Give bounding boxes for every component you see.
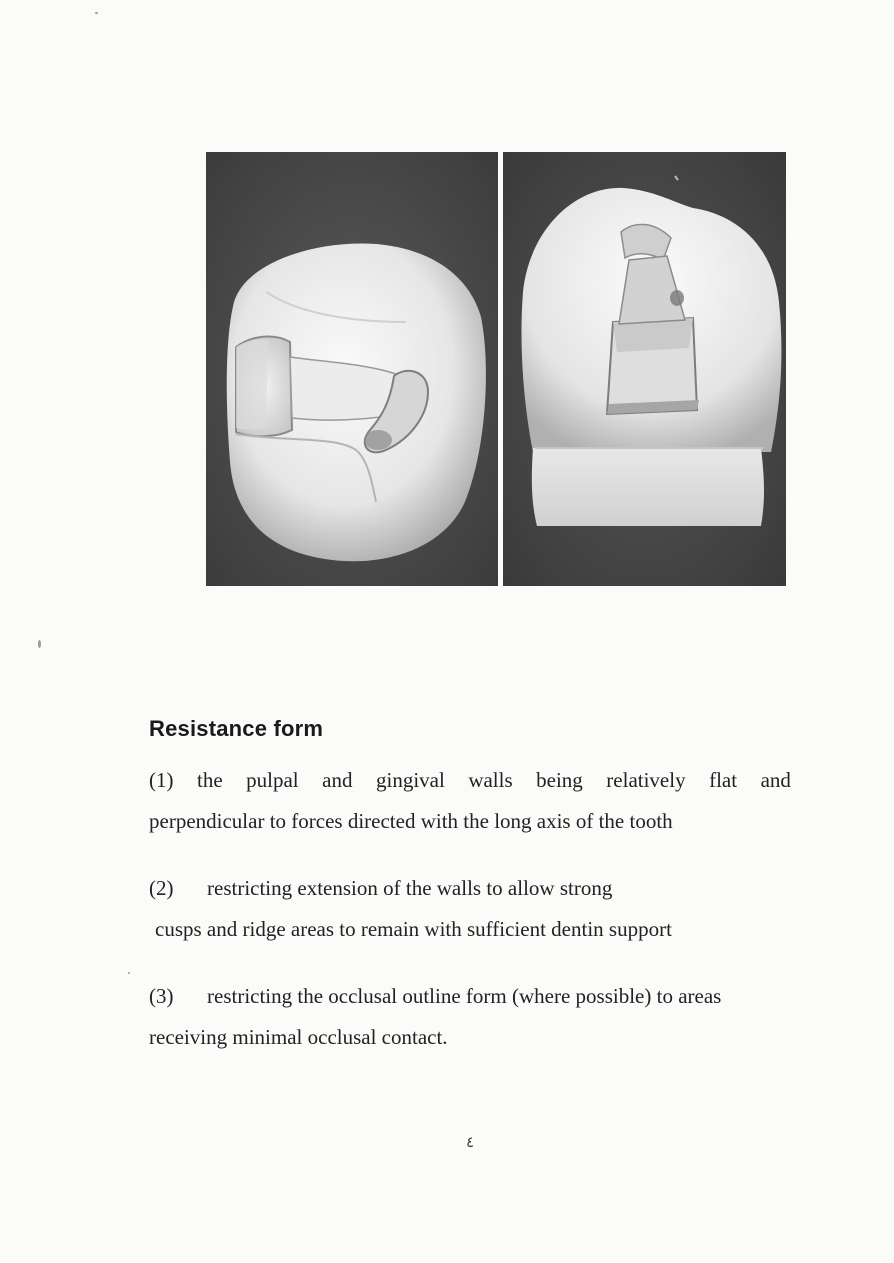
item-1-word: walls — [468, 768, 513, 792]
item-3-text-1: restricting the occlusal outline form (where possible) to areas — [207, 984, 722, 1008]
item-2-line-1 — [149, 868, 791, 909]
item-1-word: being — [536, 768, 583, 792]
item-1-line-2: perpendicular to forces directed with the long axis of the tooth — [149, 809, 673, 833]
item-1-line-1 — [149, 760, 791, 801]
item-1-word: relatively — [606, 768, 686, 792]
scan-speck — [128, 972, 130, 974]
item-1-number: (1) — [149, 768, 174, 792]
scan-speck — [95, 12, 98, 14]
item-2-line-2: cusps and ridge areas to remain with sufficient dentin support — [155, 917, 672, 941]
tooth-proximal-view-photo — [503, 152, 786, 586]
tooth-figure — [206, 152, 786, 586]
item-1-word: the — [197, 768, 223, 792]
item-3-line-1 — [149, 976, 791, 1017]
item-1-word: flat — [709, 768, 738, 792]
page-number: ٤ — [466, 1135, 475, 1151]
tooth-occlusal-view-photo — [206, 152, 498, 586]
item-1-word: and — [760, 768, 791, 792]
scan-speck — [38, 640, 41, 648]
item-2-text-1: restricting extension of the walls to allow strong — [207, 876, 613, 900]
item-1-word: and — [322, 768, 353, 792]
resistance-item-3 — [149, 976, 791, 1058]
resistance-item-1 — [149, 760, 791, 842]
item-1-word: pulpal — [246, 768, 299, 792]
item-3-number: (3) — [149, 984, 174, 1008]
section-heading: Resistance form — [149, 716, 324, 741]
item-1-word: gingival — [375, 768, 445, 792]
item-3-line-2: receiving minimal occlusal contact. — [149, 1025, 448, 1049]
item-2-number: (2) — [149, 876, 174, 900]
resistance-item-2 — [149, 868, 791, 950]
